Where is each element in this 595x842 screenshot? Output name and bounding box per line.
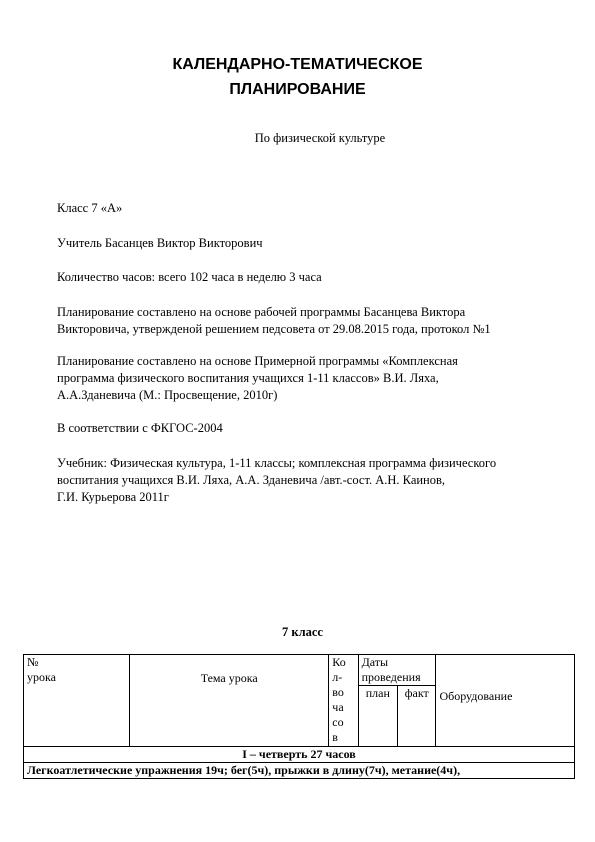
section-row	[24, 763, 575, 779]
header-plan: план	[358, 686, 397, 747]
title-line-1: КАЛЕНДАРНО-ТЕМАТИЧЕСКОЕ	[172, 56, 423, 73]
textbook-paragraph	[57, 455, 496, 506]
header-hours-line-1: Ко	[332, 655, 346, 669]
quarter-row	[24, 747, 575, 763]
subject-subtitle: По физической культуре	[254, 131, 386, 145]
header-hours-line-3: во	[332, 685, 344, 699]
table-header-row-1	[24, 655, 575, 686]
header-dates-line-1: Даты	[361, 655, 389, 669]
textbook-line-2: воспитания учащихся В.И. Ляха, А.А. Зданевича /авт.-сост. А.Н. Каинов,	[57, 473, 446, 487]
hours-line: Количество часов: всего 102 часа в неделю 3 часа	[57, 270, 322, 284]
header-hours-line-4: ча	[332, 700, 344, 714]
header-topic: Тема урока	[130, 655, 329, 747]
header-dates-line-2: проведения	[361, 670, 421, 684]
lesson-plan-table	[23, 654, 575, 779]
header-lesson-number	[24, 655, 130, 747]
header-hours	[329, 655, 358, 747]
sample-program-paragraph	[57, 353, 458, 404]
document-title	[0, 52, 595, 102]
quarter-label: I – четверть 27 часов	[24, 747, 575, 763]
sample-program-line-3: А.А.Зданевича (М.: Просвещение, 2010г)	[57, 388, 278, 402]
header-hours-line-5: со	[332, 715, 344, 729]
class-line: Класс 7 «А»	[57, 201, 123, 215]
header-num-line-1: №	[27, 655, 39, 669]
sample-program-line-1: Планирование составлено на основе Примерной программы «Комплексная	[57, 354, 458, 368]
header-fact: факт	[398, 686, 436, 747]
section-label: Легкоатлетические упражнения 19ч; бег(5ч), прыжки в длину(7ч), метание(4ч),	[24, 763, 575, 779]
header-num-line-2: урока	[27, 670, 56, 684]
grade-heading: 7 класс	[282, 625, 323, 639]
textbook-line-1: Учебник: Физическая культура, 1-11 классы; комплексная программа физического	[57, 456, 497, 470]
program-line-2: Викторовича, утвержденой решением педсовета от 29.08.2015 года, протокол №1	[57, 322, 491, 336]
standard-line: В соответствии с ФКГОС-2004	[57, 421, 223, 435]
sample-program-line-2: программа физического воспитания учащихся 1-11 классов» В.И. Ляха,	[57, 371, 439, 385]
teacher-line: Учитель Басанцев Виктор Викторович	[57, 236, 263, 250]
header-dates	[358, 655, 436, 686]
program-line-1: Планирование составлено на основе рабочей программы Басанцева Виктора	[57, 305, 466, 319]
textbook-line-3: Г.И. Курьерова 2011г	[57, 490, 169, 504]
header-hours-line-6: в	[332, 730, 338, 744]
header-hours-line-2: л-	[332, 670, 343, 684]
header-equipment: Оборудование	[436, 655, 575, 747]
program-paragraph	[57, 304, 491, 338]
title-line-2: ПЛАНИРОВАНИЕ	[229, 81, 366, 98]
